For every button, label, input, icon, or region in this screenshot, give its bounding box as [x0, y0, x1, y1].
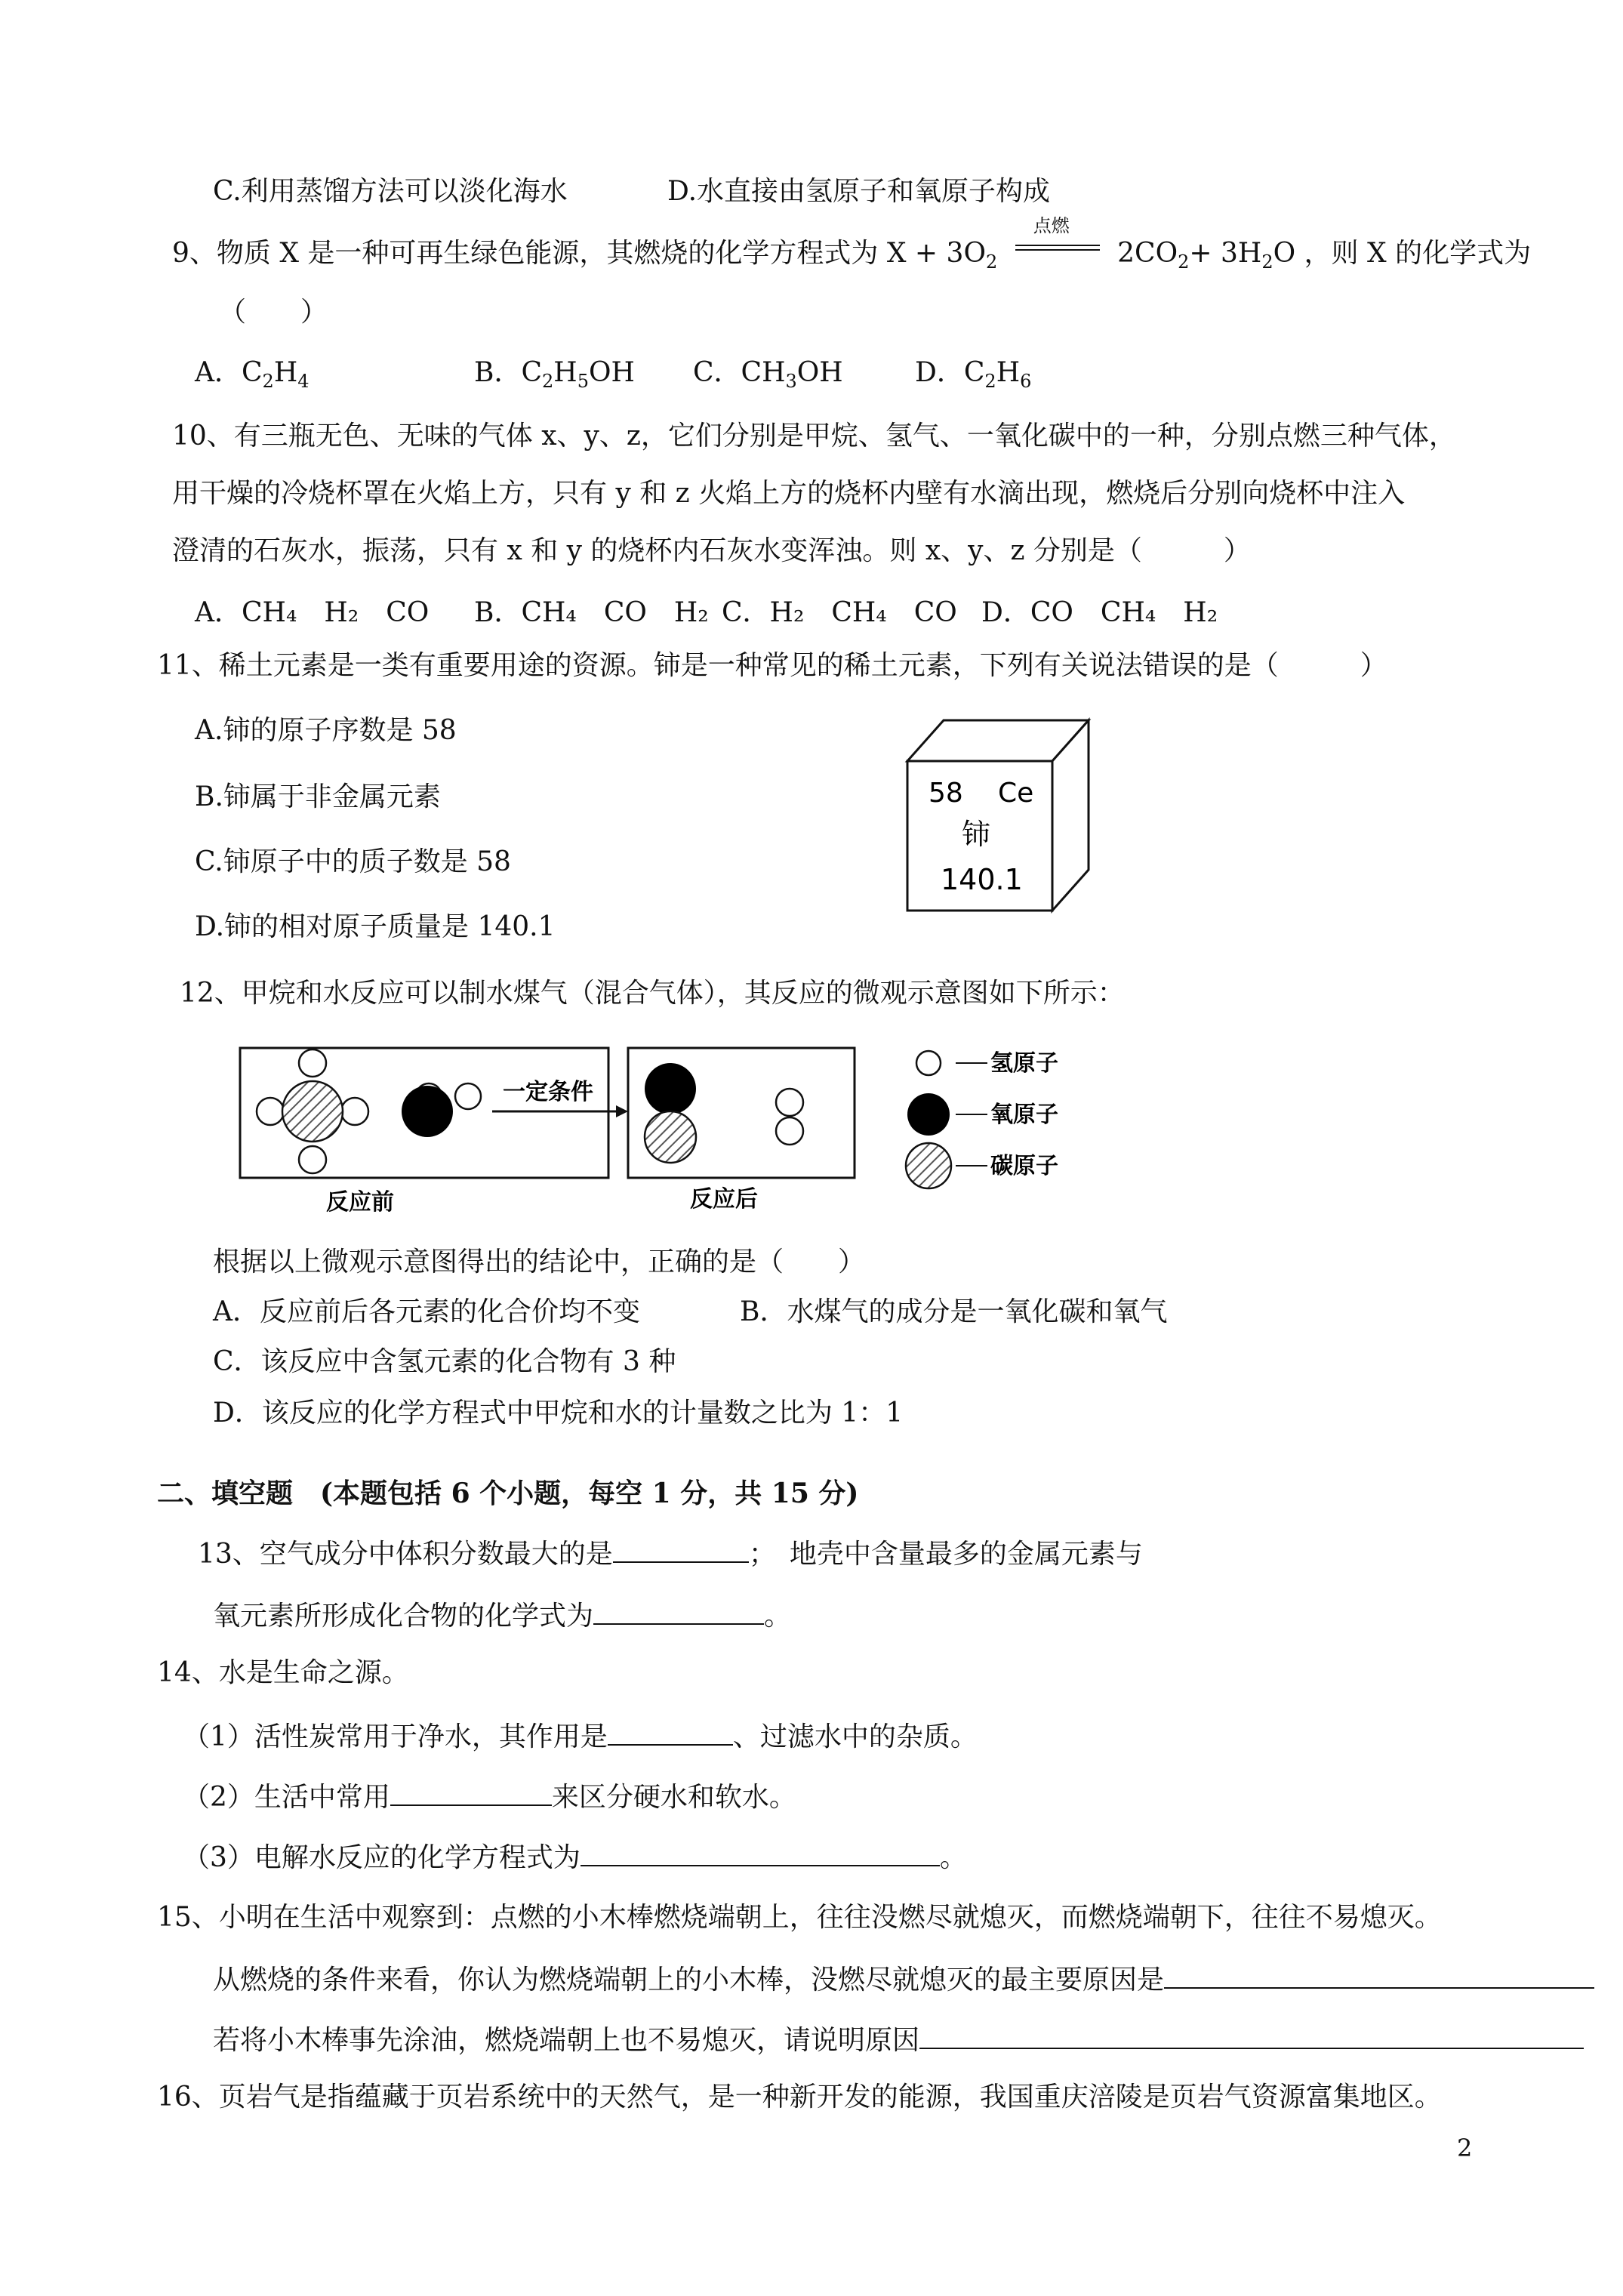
q13-line-2: 氧元素所形成化合物的化学式为 。	[213, 1598, 791, 1633]
section-title: 二、填空题 (本题包括 6 个小题，每空 1 分，共 15 分)	[157, 1478, 859, 1509]
q10-option-c: C．H₂ CH₄ CO	[722, 597, 957, 628]
q11-option-a: A.铈的原子序数是 58	[195, 715, 457, 746]
q12-question: 根据以上微观示意图得出的结论中，正确的是（ ）	[213, 1247, 866, 1277]
q9-option-b: B．$C_2H_5OH$	[474, 357, 635, 393]
q11-option-d: D.铈的相对原子质量是 140.1	[195, 911, 556, 942]
q15-blank-1[interactable]	[1164, 1962, 1594, 1989]
q11-option-b: B.铈属于非金属元素	[195, 781, 441, 812]
q9-stem: 9、物质 X 是一种可再生绿色能源，其燃烧的化学方程式为 $X + 3O_2$ 点燃 $2CO_2+ 3H_2O$ ，则 X 的化学式为	[172, 215, 1532, 273]
q14-blank-2[interactable]	[390, 1779, 552, 1806]
reaction-diagram	[226, 1034, 1163, 1223]
legend-carbon: 碳原子	[990, 1153, 1058, 1179]
q9-answer-paren: （ ）	[219, 297, 328, 328]
element-symbol: Ce	[998, 778, 1034, 809]
legend-hydrogen: 氢原子	[990, 1050, 1058, 1077]
q14-sub-3: （3）电解水反应的化学方程式为 。	[183, 1839, 967, 1875]
q14-blank-1[interactable]	[608, 1718, 733, 1746]
q15-line-1: 15、小明在生活中观察到：点燃的小木棒燃烧端朝上，往往没燃尽就熄灭，而燃烧端朝下，往往不易熄灭。	[157, 1902, 1442, 1933]
before-label: 反应前	[326, 1189, 394, 1216]
after-label: 反应后	[690, 1186, 758, 1213]
q10-option-d: D．CO CH₄ H₂	[981, 597, 1218, 628]
q14-stem: 14、水是生命之源。	[157, 1657, 409, 1688]
q15-line-3: 若将小木棒事先涂油，燃烧端朝上也不易熄灭，请说明原因	[213, 2022, 1584, 2057]
q13-blank-2[interactable]	[593, 1598, 764, 1625]
arrow-label: 一定条件	[503, 1079, 593, 1105]
q14-blank-3[interactable]	[581, 1839, 940, 1866]
q12-option-a: A．反应前后各元素的化合价均不变	[213, 1296, 640, 1327]
q15-blank-2[interactable]	[919, 2022, 1584, 2049]
q8-option-c: C.利用蒸馏方法可以淡化海水	[213, 176, 568, 207]
q15-line-2: 从燃烧的条件来看，你认为燃烧端朝上的小木棒，没燃尽就熄灭的最主要原因是	[213, 1962, 1594, 1997]
q12-option-b: B．水煤气的成分是一氧化碳和氧气	[740, 1296, 1168, 1327]
q16-line-1: 16、页岩气是指蕴藏于页岩系统中的天然气，是一种新开发的能源，我国重庆涪陵是页岩气资源富集地区。	[157, 2082, 1442, 2113]
q10-line-3: 澄清的石灰水，振荡，只有 x 和 y 的烧杯内石灰水变浑浊。则 x、y、z 分别是（ ）	[172, 535, 1251, 566]
q9-option-d: D．$C_2H_6$	[915, 357, 1032, 393]
element-mass: 140.1	[941, 863, 1023, 896]
q11-stem: 11、稀土元素是一类有重要用途的资源。铈是一种常见的稀土元素，下列有关说法错误的是（ ）	[157, 650, 1387, 681]
element-name: 铈	[962, 818, 991, 851]
q12-stem: 12、甲烷和水反应可以制水煤气（混合气体），其反应的微观示意图如下所示：	[180, 978, 1125, 1009]
q10-option-b: B．CH₄ CO H₂	[474, 597, 709, 628]
q14-sub-1: （1）活性炭常用于净水，其作用是 、过滤水中的杂质。	[183, 1718, 978, 1754]
q9-option-c: C．$CH_3OH$	[693, 357, 843, 393]
q10-line-2: 用干燥的冷烧杯罩在火焰上方，只有 y 和 z 火焰上方的烧杯内壁有水滴出现，燃烧后分别向烧杯中注入	[172, 478, 1406, 509]
legend-oxygen: 氧原子	[990, 1102, 1058, 1128]
q14-sub-2: （2）生活中常用 来区分硬水和软水。	[183, 1779, 796, 1814]
q13-line-1: 13、空气成分中体积分数最大的是 ； 地壳中含量最多的金属元素与	[198, 1536, 1143, 1571]
q9-option-a: A．$C_2H_4$	[195, 357, 310, 393]
q10-option-a: A．CH₄ H₂ CO	[195, 597, 430, 628]
q8-option-d: D.水直接由氢原子和氧原子构成	[667, 176, 1051, 207]
element-number: 58	[929, 778, 963, 809]
q13-blank-1[interactable]	[613, 1536, 749, 1563]
q12-option-c: C．该反应中含氢元素的化合物有 3 种	[213, 1346, 676, 1377]
q10-line-1: 10、有三瓶无色、无味的气体 x、y、z，它们分别是甲烷、氢气、一氧化碳中的一种，分别点燃三种气体，	[172, 421, 1456, 451]
reaction-condition: 点燃	[1012, 240, 1103, 270]
page-number: 2	[1457, 2134, 1473, 2162]
element-cerium-box	[898, 710, 1110, 921]
q12-option-d: D．该反应的化学方程式中甲烷和水的计量数之比为 1：1	[213, 1398, 904, 1428]
q11-option-c: C.铈原子中的质子数是 58	[195, 846, 511, 877]
legend	[906, 1050, 1058, 1188]
